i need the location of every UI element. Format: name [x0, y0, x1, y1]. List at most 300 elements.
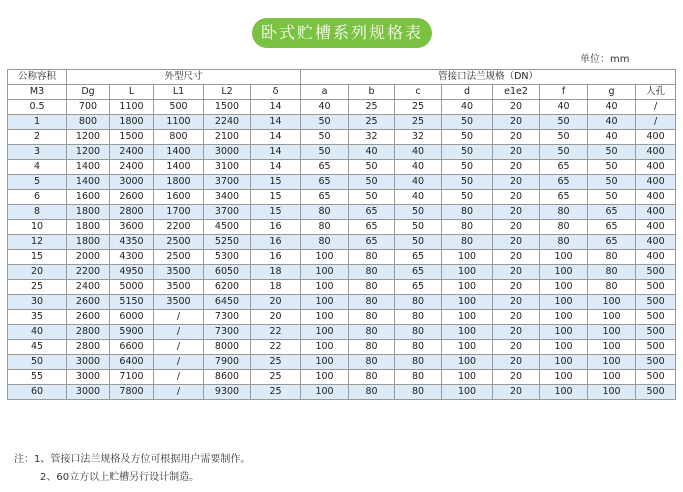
table-cell: 1100	[154, 115, 204, 130]
table-cell: 40	[349, 145, 395, 160]
table-cell: 20	[493, 385, 540, 400]
table-cell: 15	[8, 250, 67, 265]
table-cell: 40	[8, 325, 67, 340]
table-cell: 100	[301, 340, 349, 355]
table-cell: 50	[8, 355, 67, 370]
table-cell: 100	[301, 265, 349, 280]
table-cell: 50	[301, 115, 349, 130]
table-cell: 18	[251, 265, 301, 280]
table-cell: 400	[636, 250, 676, 265]
table-cell: 65	[349, 205, 395, 220]
table-cell: 80	[301, 220, 349, 235]
table-cell: 100	[442, 295, 493, 310]
table-cell: 40	[395, 145, 442, 160]
table-cell: 4350	[110, 235, 154, 250]
table-row	[8, 370, 676, 385]
table-cell: 1400	[67, 175, 110, 190]
table-cell: 100	[540, 310, 588, 325]
table-row	[8, 385, 676, 400]
table-cell: 5000	[110, 280, 154, 295]
table-cell: 100	[442, 325, 493, 340]
table-cell: 80	[395, 310, 442, 325]
table-cell: 80	[442, 220, 493, 235]
table-cell: 65	[349, 235, 395, 250]
table-cell: 20	[493, 235, 540, 250]
table-cell: 8600	[204, 370, 251, 385]
table-cell: 100	[540, 250, 588, 265]
table-cell: 1	[8, 115, 67, 130]
note-2: 2、60立方以上贮槽另行设计制造。	[40, 472, 200, 483]
table-cell: 15	[251, 190, 301, 205]
table-cell: 5	[8, 175, 67, 190]
table-cell: 100	[540, 370, 588, 385]
table-cell: 500	[636, 370, 676, 385]
table-cell: 500	[154, 100, 204, 115]
table-cell: 6450	[204, 295, 251, 310]
table-row	[8, 250, 676, 265]
table-cell: 3600	[110, 220, 154, 235]
table-cell: 3000	[67, 385, 110, 400]
table-cell: 14	[251, 160, 301, 175]
table-cell: 2800	[67, 340, 110, 355]
table-cell: 20	[493, 100, 540, 115]
table-cell: 1500	[204, 100, 251, 115]
table-cell: 40	[588, 115, 636, 130]
table-cell: 400	[636, 160, 676, 175]
table-cell: 40	[588, 100, 636, 115]
table-cell: 500	[636, 295, 676, 310]
table-cell: 2200	[67, 265, 110, 280]
table-cell: 1200	[67, 130, 110, 145]
table-cell: 65	[395, 280, 442, 295]
table-cell: 20	[8, 265, 67, 280]
table-cell: 1400	[67, 160, 110, 175]
table-cell: 80	[395, 325, 442, 340]
table-cell: 20	[493, 310, 540, 325]
table-cell: 50	[395, 205, 442, 220]
table-row	[8, 325, 676, 340]
table-cell: 6600	[110, 340, 154, 355]
table-cell: 65	[540, 190, 588, 205]
table-cell: 80	[395, 295, 442, 310]
table-cell: 60	[8, 385, 67, 400]
table-cell: 100	[442, 310, 493, 325]
table-cell: 50	[395, 235, 442, 250]
table-cell: 2600	[67, 295, 110, 310]
table-cell: 3000	[67, 355, 110, 370]
table-cell: 3400	[204, 190, 251, 205]
table-cell: 18	[251, 280, 301, 295]
table-cell: 100	[442, 370, 493, 385]
table-cell: 80	[349, 295, 395, 310]
table-cell: 80	[395, 370, 442, 385]
table-cell: 20	[493, 145, 540, 160]
table-cell: 2400	[110, 145, 154, 160]
table-cell: 25	[349, 115, 395, 130]
table-cell: 400	[636, 175, 676, 190]
table-cell: 80	[540, 205, 588, 220]
table-cell: 500	[636, 355, 676, 370]
table-cell: 80	[395, 340, 442, 355]
table-cell: 6400	[110, 355, 154, 370]
table-cell: 3500	[154, 295, 204, 310]
table-cell: 50	[540, 145, 588, 160]
table-cell: 100	[442, 280, 493, 295]
table-cell: 3500	[154, 265, 204, 280]
table-cell: 100	[540, 355, 588, 370]
table-cell: 2	[8, 130, 67, 145]
table-cell: 100	[588, 325, 636, 340]
table-row	[8, 355, 676, 370]
table-cell: 20	[493, 115, 540, 130]
table-cell: 20	[493, 205, 540, 220]
table-cell: 800	[154, 130, 204, 145]
table-cell: 20	[493, 340, 540, 355]
table-row	[8, 220, 676, 235]
table-cell: 100	[301, 310, 349, 325]
table-cell: 20	[493, 190, 540, 205]
table-cell: 65	[301, 175, 349, 190]
table-cell: 1400	[154, 160, 204, 175]
table-cell: 2500	[154, 250, 204, 265]
table-cell: 5300	[204, 250, 251, 265]
table-cell: /	[154, 310, 204, 325]
table-cell: 50	[349, 190, 395, 205]
column-header: Dg	[67, 85, 110, 100]
table-cell: 400	[636, 130, 676, 145]
table-cell: 100	[442, 355, 493, 370]
table-cell: 80	[442, 235, 493, 250]
table-cell: 40	[395, 175, 442, 190]
table-cell: /	[154, 385, 204, 400]
table-cell: 25	[251, 385, 301, 400]
table-cell: 10	[8, 220, 67, 235]
table-cell: 80	[349, 385, 395, 400]
table-cell: 15	[251, 175, 301, 190]
table-cell: 50	[442, 175, 493, 190]
table-cell: 80	[301, 205, 349, 220]
table-cell: 80	[301, 235, 349, 250]
table-cell: 100	[442, 265, 493, 280]
table-cell: 400	[636, 205, 676, 220]
table-cell: 100	[540, 280, 588, 295]
table-cell: 6050	[204, 265, 251, 280]
table-cell: 6200	[204, 280, 251, 295]
table-cell: 20	[493, 355, 540, 370]
table-cell: 100	[588, 385, 636, 400]
table-row	[8, 280, 676, 295]
table-cell: 20	[493, 130, 540, 145]
column-header: g	[588, 85, 636, 100]
table-cell: 100	[301, 370, 349, 385]
header-row-group	[8, 70, 676, 85]
table-cell: 400	[636, 145, 676, 160]
table-cell: 3000	[204, 145, 251, 160]
table-cell: 50	[588, 145, 636, 160]
table-cell: 1800	[110, 115, 154, 130]
table-cell: 4	[8, 160, 67, 175]
table-cell: 3700	[204, 205, 251, 220]
table-cell: 30	[8, 295, 67, 310]
table-cell: 20	[493, 160, 540, 175]
table-cell: 2000	[67, 250, 110, 265]
table-cell: 80	[349, 325, 395, 340]
table-cell: 400	[636, 220, 676, 235]
header-row-columns	[8, 85, 676, 100]
table-cell: 2400	[110, 160, 154, 175]
table-cell: 65	[540, 175, 588, 190]
table-cell: 20	[493, 370, 540, 385]
table-cell: 2200	[154, 220, 204, 235]
table-cell: 25	[251, 355, 301, 370]
table-cell: 1800	[67, 220, 110, 235]
table-cell: 12	[8, 235, 67, 250]
table-cell: 80	[349, 310, 395, 325]
notes	[14, 451, 250, 487]
table-row	[8, 175, 676, 190]
table-cell: 50	[442, 145, 493, 160]
table-cell: 50	[442, 160, 493, 175]
table-cell: 8	[8, 205, 67, 220]
table-cell: 100	[301, 295, 349, 310]
table-cell: 5150	[110, 295, 154, 310]
table-cell: 100	[540, 295, 588, 310]
header-pipe-flange: 管接口法兰规格（DN）	[301, 70, 676, 85]
table-cell: 100	[301, 250, 349, 265]
table-cell: 20	[493, 280, 540, 295]
table-cell: 1200	[67, 145, 110, 160]
table-cell: 500	[636, 310, 676, 325]
column-header: e1e2	[493, 85, 540, 100]
header-volume: 公称容积	[8, 70, 67, 85]
table-cell: 15	[251, 205, 301, 220]
table-cell: 16	[251, 235, 301, 250]
table-cell: 700	[67, 100, 110, 115]
table-cell: 100	[540, 385, 588, 400]
table-cell: 65	[349, 220, 395, 235]
column-header: δ	[251, 85, 301, 100]
table-cell: 25	[395, 115, 442, 130]
table-cell: 400	[636, 190, 676, 205]
table-cell: 500	[636, 280, 676, 295]
table-cell: 22	[251, 340, 301, 355]
table-cell: 50	[540, 130, 588, 145]
header-outer-dimensions: 外型尺寸	[67, 70, 301, 85]
table-cell: /	[154, 355, 204, 370]
table-cell: 65	[588, 205, 636, 220]
table-cell: 50	[588, 190, 636, 205]
table-cell: 80	[349, 280, 395, 295]
table-cell: 65	[540, 160, 588, 175]
table-cell: 2240	[204, 115, 251, 130]
table-cell: 80	[349, 355, 395, 370]
table-cell: 100	[442, 250, 493, 265]
table-cell: 50	[349, 175, 395, 190]
table-cell: 3500	[154, 280, 204, 295]
table-cell: 100	[588, 355, 636, 370]
table-cell: 80	[588, 280, 636, 295]
table-row	[8, 115, 676, 130]
table-cell: 65	[301, 160, 349, 175]
table-cell: 32	[395, 130, 442, 145]
table-cell: 14	[251, 145, 301, 160]
table-cell: 22	[251, 325, 301, 340]
table-cell: 80	[588, 265, 636, 280]
table-cell: 20	[493, 220, 540, 235]
table-cell: 8000	[204, 340, 251, 355]
table-cell: 50	[540, 115, 588, 130]
page-title: 卧式贮槽系列规格表	[252, 18, 432, 48]
table-cell: 80	[540, 220, 588, 235]
table-cell: 1600	[154, 190, 204, 205]
table-cell: 14	[251, 130, 301, 145]
column-header: 人孔	[636, 85, 676, 100]
table-row	[8, 310, 676, 325]
table-cell: 40	[540, 100, 588, 115]
table-cell: 80	[588, 250, 636, 265]
table-cell: 1100	[110, 100, 154, 115]
table-cell: /	[636, 115, 676, 130]
table-cell: 80	[349, 370, 395, 385]
table-cell: 7800	[110, 385, 154, 400]
table-cell: 20	[493, 265, 540, 280]
table-cell: 16	[251, 250, 301, 265]
table-cell: 2400	[67, 280, 110, 295]
table-cell: 2100	[204, 130, 251, 145]
table-cell: 100	[588, 340, 636, 355]
table-cell: 80	[540, 235, 588, 250]
table-cell: 50	[442, 130, 493, 145]
table-cell: 7300	[204, 325, 251, 340]
table-cell: 20	[493, 325, 540, 340]
note-1: 注：1、管接口法兰规格及方位可根据用户需要制作。	[14, 454, 251, 465]
table-row	[8, 145, 676, 160]
table-cell: 25	[349, 100, 395, 115]
table-row	[8, 205, 676, 220]
table-cell: 65	[301, 190, 349, 205]
table-cell: 3700	[204, 175, 251, 190]
table-cell: 500	[636, 265, 676, 280]
table-cell: 25	[395, 100, 442, 115]
table-cell: 1800	[67, 205, 110, 220]
column-header: c	[395, 85, 442, 100]
table-cell: 7100	[110, 370, 154, 385]
table-cell: 65	[588, 220, 636, 235]
table-cell: 1800	[154, 175, 204, 190]
table-cell: 4500	[204, 220, 251, 235]
table-cell: 100	[540, 340, 588, 355]
table-cell: 55	[8, 370, 67, 385]
table-cell: 100	[588, 295, 636, 310]
table-cell: 80	[349, 250, 395, 265]
table-cell: 50	[588, 175, 636, 190]
table-cell: 40	[301, 100, 349, 115]
table-cell: 1600	[67, 190, 110, 205]
table-cell: 4950	[110, 265, 154, 280]
table-cell: 2800	[67, 325, 110, 340]
table-cell: 2500	[154, 235, 204, 250]
table-cell: 50	[442, 115, 493, 130]
table-cell: /	[154, 340, 204, 355]
table-cell: 2800	[110, 205, 154, 220]
table-cell: 65	[588, 235, 636, 250]
table-cell: 40	[395, 160, 442, 175]
table-cell: 20	[493, 175, 540, 190]
table-cell: 3100	[204, 160, 251, 175]
table-cell: 20	[251, 310, 301, 325]
table-cell: 3	[8, 145, 67, 160]
table-cell: 500	[636, 340, 676, 355]
table-cell: 500	[636, 385, 676, 400]
table-cell: 50	[301, 145, 349, 160]
table-cell: 45	[8, 340, 67, 355]
table-cell: /	[154, 370, 204, 385]
table-row	[8, 340, 676, 355]
table-cell: 3000	[110, 175, 154, 190]
table-row	[8, 235, 676, 250]
table-cell: 50	[349, 160, 395, 175]
table-cell: 20	[493, 250, 540, 265]
table-row	[8, 265, 676, 280]
table-cell: 500	[636, 325, 676, 340]
table-cell: 1800	[67, 235, 110, 250]
table-cell: 40	[442, 100, 493, 115]
table-cell: 14	[251, 115, 301, 130]
table-cell: 50	[588, 160, 636, 175]
column-header: L	[110, 85, 154, 100]
unit-label: 单位：mm	[580, 54, 630, 65]
table-cell: 800	[67, 115, 110, 130]
table-cell: 50	[301, 130, 349, 145]
table-cell: 1700	[154, 205, 204, 220]
table-row	[8, 160, 676, 175]
table-cell: 100	[540, 265, 588, 280]
table-cell: 80	[395, 355, 442, 370]
table-cell: 25	[251, 370, 301, 385]
table-cell: 100	[301, 355, 349, 370]
column-header: f	[540, 85, 588, 100]
table-cell: 5250	[204, 235, 251, 250]
table-cell: 14	[251, 100, 301, 115]
table-cell: 0.5	[8, 100, 67, 115]
table-cell: 3000	[67, 370, 110, 385]
column-header: L1	[154, 85, 204, 100]
table-cell: 7300	[204, 310, 251, 325]
table-row	[8, 295, 676, 310]
table-cell: 16	[251, 220, 301, 235]
table-cell: 7900	[204, 355, 251, 370]
table-cell: /	[636, 100, 676, 115]
table-cell: 5900	[110, 325, 154, 340]
table-cell: 40	[395, 190, 442, 205]
column-header: d	[442, 85, 493, 100]
table-cell: 40	[588, 130, 636, 145]
table-cell: 100	[588, 370, 636, 385]
table-cell: 9300	[204, 385, 251, 400]
column-header: M3	[8, 85, 67, 100]
table-cell: 100	[301, 385, 349, 400]
table-cell: 65	[395, 265, 442, 280]
table-cell: 2600	[110, 190, 154, 205]
table-cell: 2600	[67, 310, 110, 325]
table-cell: 50	[395, 220, 442, 235]
table-cell: 100	[442, 385, 493, 400]
table-cell: 20	[493, 295, 540, 310]
table-cell: 6000	[110, 310, 154, 325]
table-cell: /	[154, 325, 204, 340]
table-cell: 1400	[154, 145, 204, 160]
table-cell: 32	[349, 130, 395, 145]
